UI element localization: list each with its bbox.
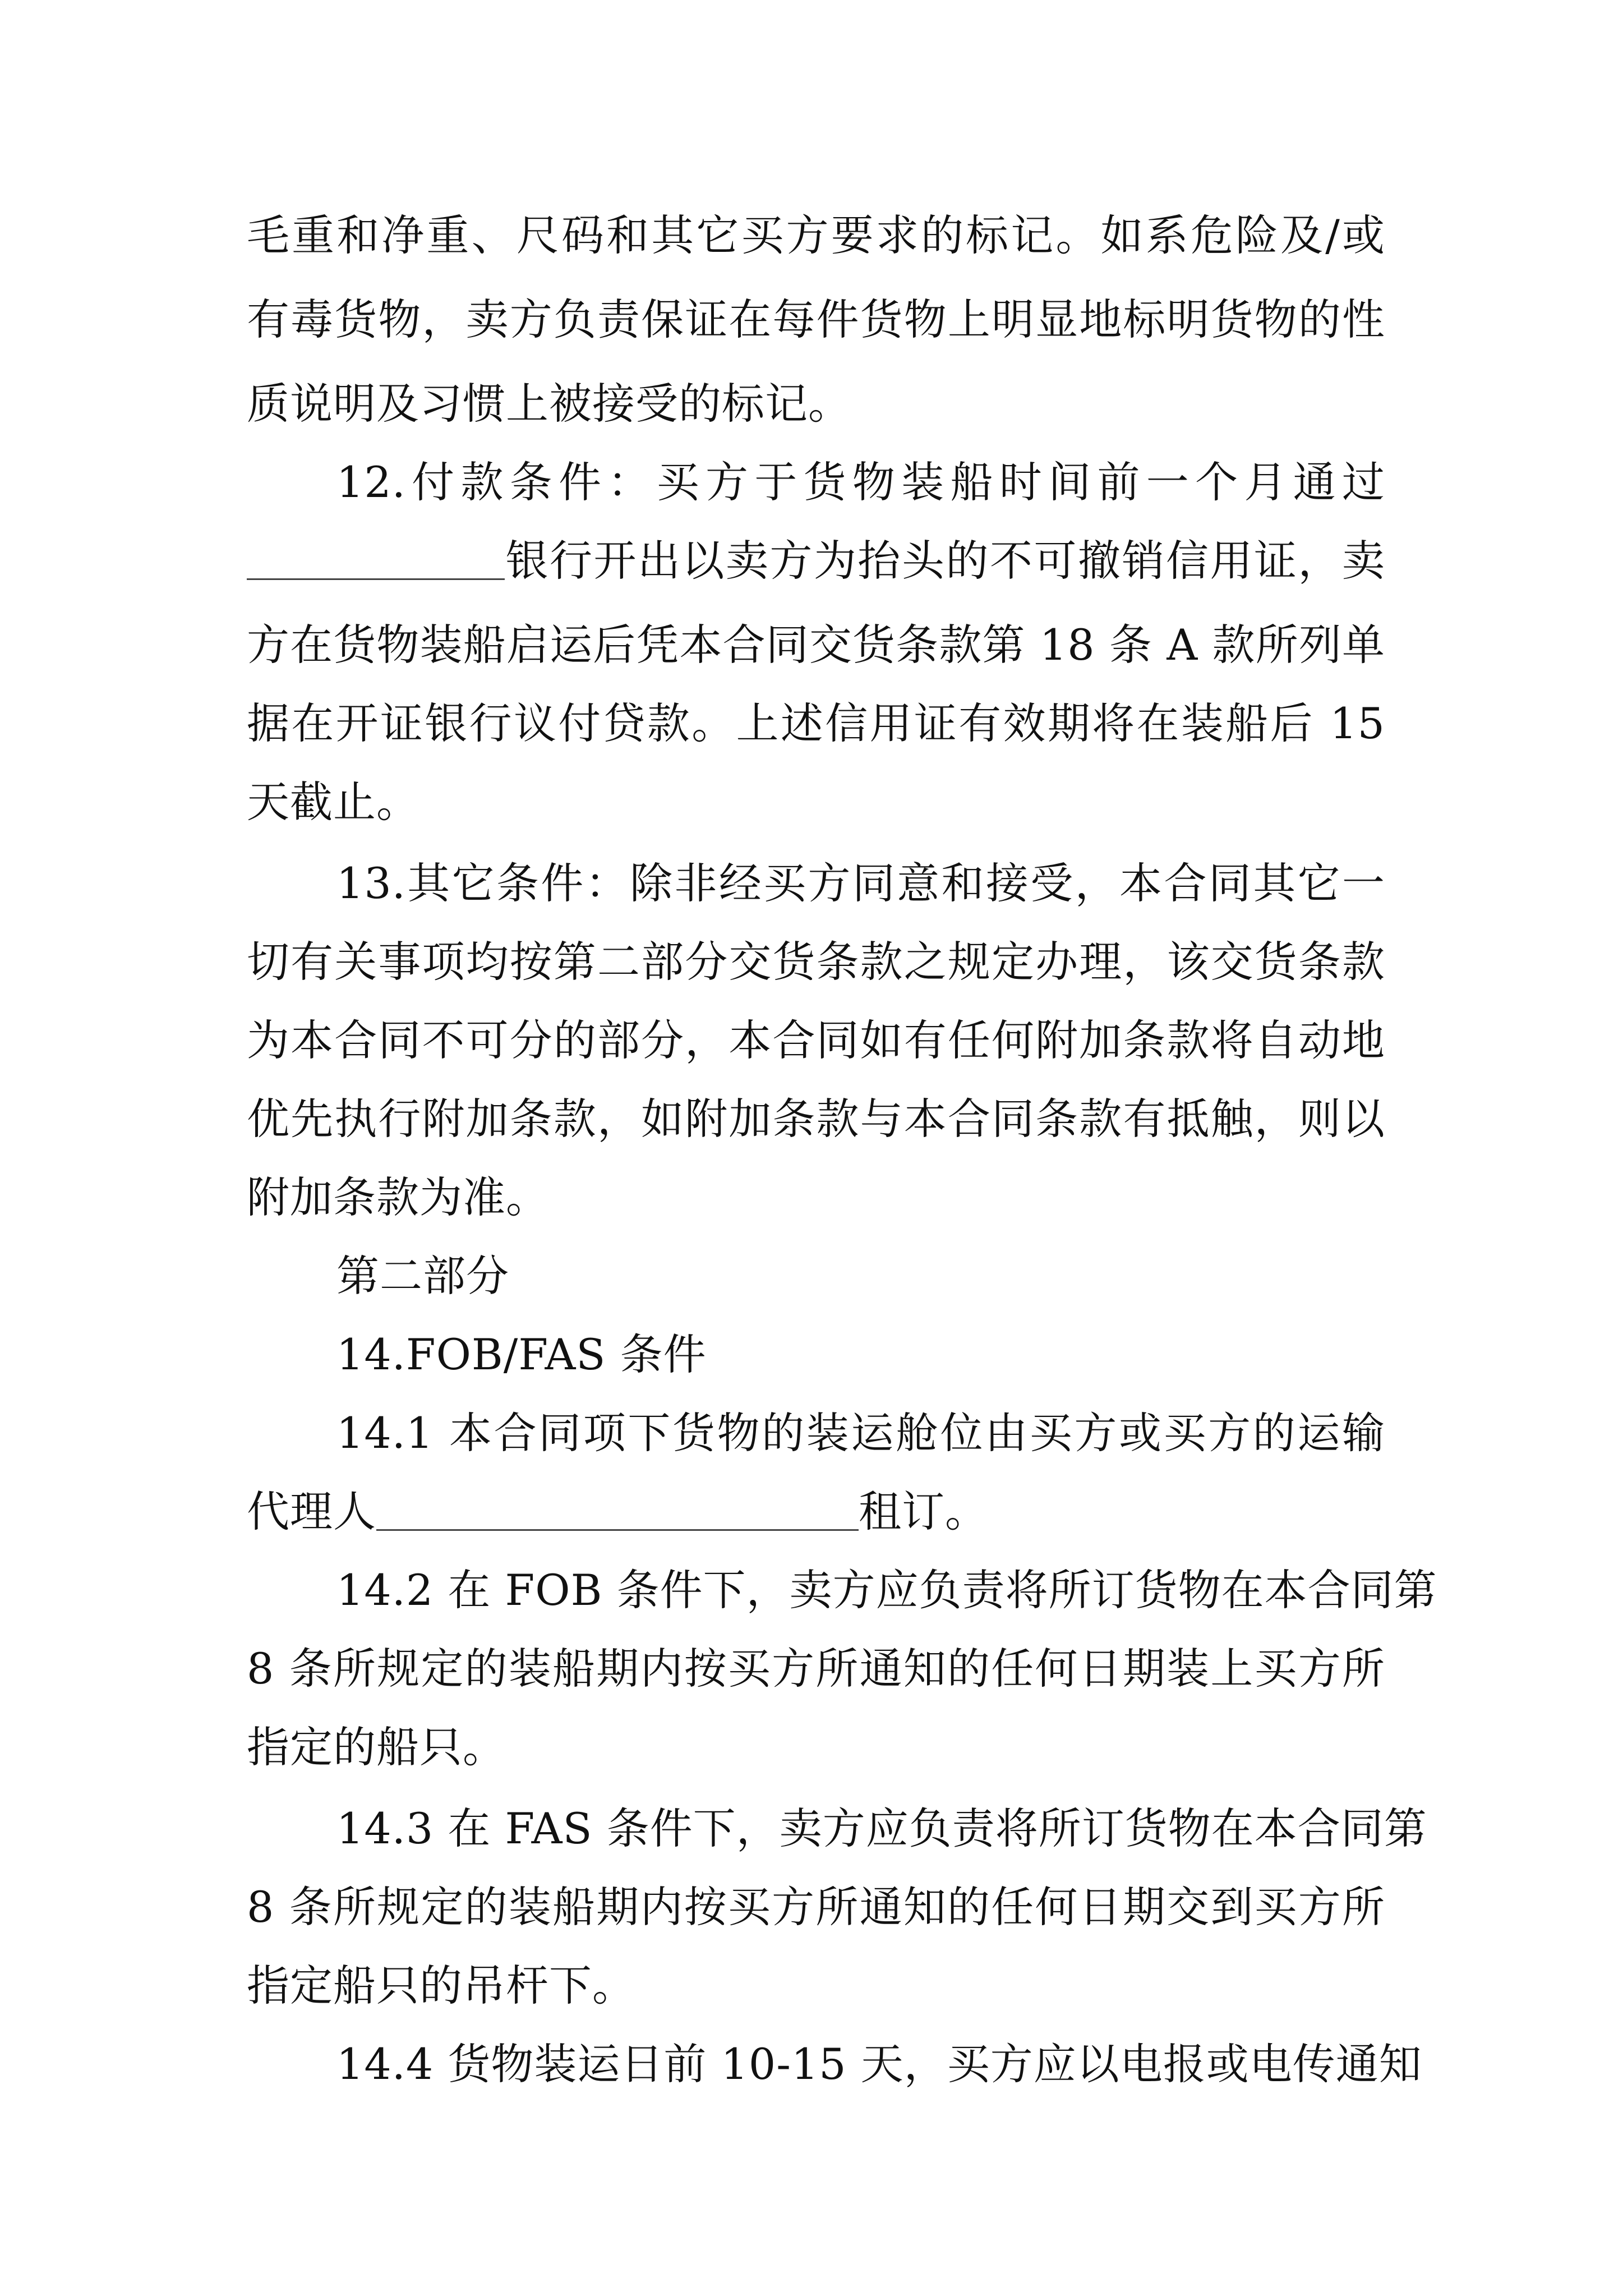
section-12-heading-line: 12.付款条件：买方于货物装船时间前一个月通过 xyxy=(336,457,1385,507)
text-line: 优先执行附加条款，如附加条款与本合同条款有抵触，则以 xyxy=(247,1094,1385,1144)
part-two-heading: 第二部分 xyxy=(336,1251,509,1301)
text-line: 8 条所规定的装船期内按买方所通知的任何日期交到买方所 xyxy=(247,1882,1385,1932)
fill-in-blank-agent[interactable] xyxy=(376,1496,859,1531)
text-line: 附加条款为准。 xyxy=(247,1172,549,1222)
text-fragment: 租订。 xyxy=(859,1487,988,1536)
text-fragment: 银行开出以卖方为抬头的不可撤销信用证，卖 xyxy=(505,536,1385,586)
text-line: 方在货物装船启运后凭本合同交货条款第 18 条 A 款所列单 xyxy=(247,620,1385,670)
text-line-with-blank xyxy=(247,519,1385,603)
text-line: 有毒货物，卖方负责保证在每件货物上明显地标明货物的性 xyxy=(247,295,1385,344)
section-14-3-line: 14.3 在 FAS 条件下，卖方应负责将所订货物在本合同第 xyxy=(336,1803,1427,1853)
section-14-heading: 14.FOB/FAS 条件 xyxy=(336,1329,707,1379)
text-line: 天截止。 xyxy=(247,777,419,827)
text-line: 指定船只的吊杆下。 xyxy=(247,1961,635,2010)
text-line: 质说明及习惯上被接受的标记。 xyxy=(247,379,851,429)
text-line: 8 条所规定的装船期内按买方所通知的任何日期装上买方所 xyxy=(247,1644,1385,1694)
section-13-heading-line: 13.其它条件：除非经买方同意和接受，本合同其它一 xyxy=(336,858,1385,908)
text-line-with-blank xyxy=(247,1470,1385,1554)
text-fragment: 代理人 xyxy=(247,1487,376,1536)
section-14-4-line: 14.4 货物装运日前 10-15 天，买方应以电报或电传通知 xyxy=(336,2039,1422,2089)
text-line: 为本合同不可分的部分，本合同如有任何附加条款将自动地 xyxy=(247,1015,1385,1065)
text-line: 据在开证银行议付贷款。上述信用证有效期将在装船后 15 xyxy=(247,698,1385,748)
text-line: 指定的船只。 xyxy=(247,1722,506,1772)
text-line: 毛重和净重、尺码和其它买方要求的标记。如系危险及/或 xyxy=(247,210,1385,260)
fill-in-blank-bank[interactable] xyxy=(247,545,505,580)
text-line: 切有关事项均按第二部分交货条款之规定办理，该交货条款 xyxy=(247,937,1385,987)
section-14-2-line: 14.2 在 FOB 条件下，卖方应负责将所订货物在本合同第 xyxy=(336,1565,1437,1615)
section-14-1-line: 14.1 本合同项下货物的装运舱位由买方或买方的运输 xyxy=(336,1408,1385,1458)
